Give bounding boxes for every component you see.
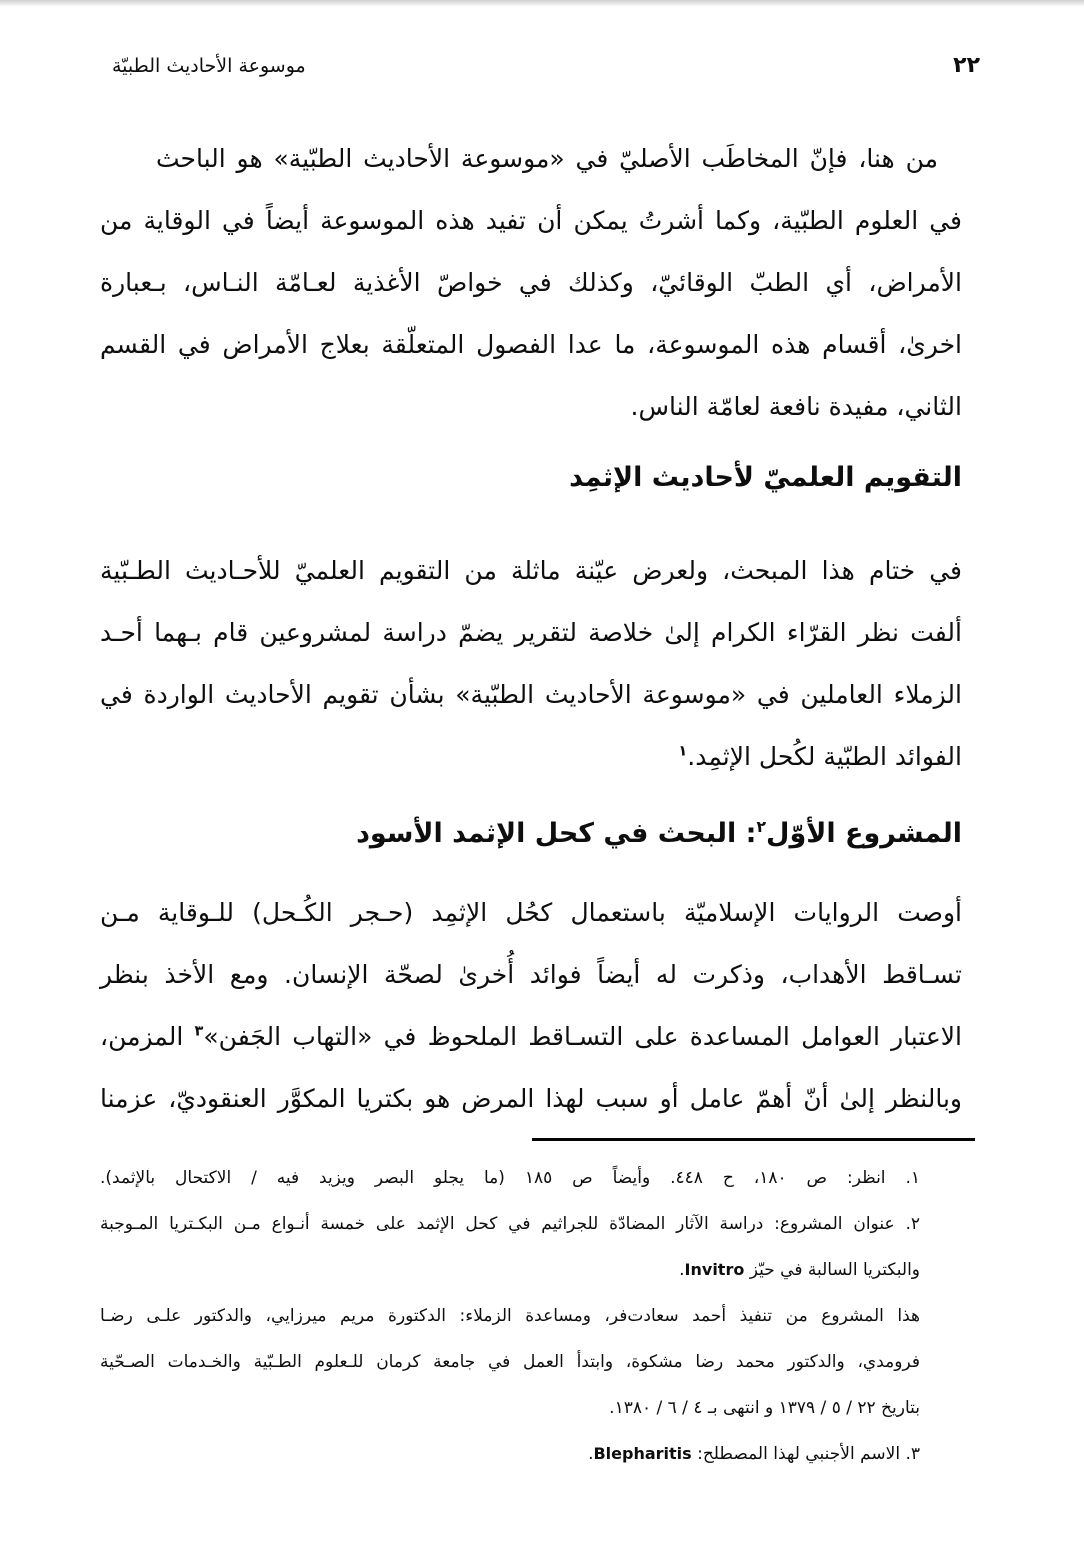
text-line: في ختام هذا المبحث، ولعرض عيّنة ماثلة من التقويم العلميّ للأحـاديث الطـبّية: [100, 556, 962, 585]
footnote-ref-2: ٢: [756, 817, 767, 836]
footnote-line: هذا المشروع من تنفيذ أحمد سعادت‌فر، ومساعدة الزملاء: الدكتورة مريم ميرزايي، والدكتور علـى رضـا: [100, 1306, 920, 1326]
text-line: من هنا، فإنّ المخاطَب الأصليّ في «موسوعة الأحاديث الطبّية» هو الباحث: [156, 144, 938, 173]
footnote-line: [100, 1431, 920, 1477]
footnote-latin-term: Blepharitis: [593, 1444, 692, 1463]
text-line: ألفت نظر القرّاء الكرام إلىٰ خلاصة لتقرير يضمّ دراسة لمشروعين قام بـهما أحـد: [100, 618, 962, 647]
page-number: ٢٢: [953, 53, 980, 78]
footnote-latin-term: Invitro: [684, 1260, 745, 1279]
footnote-line: بتاريخ ٢٢ / ٥ / ١٣٧٩ و انتهى بـ ٤ / ٦ / ١٣٨٠.: [609, 1398, 920, 1418]
footnote-ref-1: ١: [678, 743, 688, 760]
text-line: الزملاء العاملين في «موسوعة الأحاديث الطبّية» بشأن تقويم الأحاديث الواردة في: [100, 680, 962, 709]
heading-text: المشروع الأوّل: [766, 818, 962, 849]
heading-rest: : البحث في كحل الإثمد الأسود: [356, 818, 757, 849]
footnote-line: فرومدي، والدكتور محمد رضا مشكوة، وابتدأ العمل في جامعة كرمان للـعلوم الطـبّية والخـدمات الصـحّية: [100, 1352, 920, 1372]
text-line: اخرىٰ، أقسام هذه الموسوعة، ما عدا الفصول المتعلّقة بعلاج الأمراض في القسم: [100, 330, 962, 359]
footnote-text: والبكتريا السالبة في حيّز: [744, 1260, 920, 1280]
intro-paragraph: [100, 128, 962, 438]
line-text: المزمن،: [100, 1022, 195, 1051]
footnote-line: ٢. عنوان المشروع: دراسة الآثار المضادّة للجراثيم في كحل الإثمد على خمسة أنـواع مـن البكـتريا المـوجبة: [100, 1214, 920, 1234]
text-line: الثاني، مفيدة نافعة لعامّة الناس.: [630, 392, 962, 421]
footnote-separator: [532, 1138, 975, 1141]
footnote-line: [100, 1247, 920, 1293]
footnote-ref-3: ٣: [194, 1023, 204, 1040]
section-heading-project1: [100, 808, 962, 860]
line-text: الاعتبار العوامل المساعدة على التسـاقط الملحوظ في «التهاب الجَفن»: [203, 1022, 963, 1051]
text-line: أوصت الروايات الإسلاميّة باستعمال كحُل الإثمِد (حـجر الكُـحل) للـوقاية مـن: [100, 898, 962, 927]
footnotes-block: [100, 1155, 962, 1477]
section-heading-evaluation: التقويم العلميّ لأحاديث الإثمِد: [569, 462, 962, 493]
footnote-punct: .: [679, 1260, 685, 1280]
book-title: موسوعة الأحاديث الطبيّة: [112, 55, 306, 77]
text-line: تسـاقط الأهداب، وذكرت له أيضاً فوائد أُخرىٰ لصحّة الإنسان. ومع الأخذ بنظر: [100, 960, 962, 989]
line-text: الفوائد الطبّية لكُحل الإثمِد.: [687, 742, 962, 771]
text-line: [100, 1006, 962, 1068]
text-line: وبالنظر إلىٰ أنّ أهمّ عامل أو سبب لهذا المرض هو بكتريا المكوَّر العنقوديّ، عزمنا: [100, 1084, 962, 1113]
footnote-text: ٣. الاسم الأجنبي لهذا المصطلح:: [691, 1444, 920, 1464]
text-line: الأمراض، أي الطبّ الوقائيّ، وكذلك في خواصّ الأغذية لعـامّة النـاس، بـعبارة: [100, 268, 962, 297]
evaluation-paragraph: [100, 540, 962, 788]
project1-paragraph: [100, 882, 962, 1130]
text-line: [100, 726, 962, 788]
footnote-line: ١. انظر: ص ١٨٠، ح ٤٤٨. وأيضاً ص ١٨٥ (ما يجلو البصر ويزيد فيه / الاكتحال بالإثمد).: [100, 1168, 920, 1188]
footnote-punct: .: [588, 1444, 594, 1464]
page-body: [100, 0, 962, 1477]
text-line: في العلوم الطبّية، وكما أشرتُ يمكن أن تفيد هذه الموسوعة أيضاً في الوقاية من: [100, 206, 962, 235]
